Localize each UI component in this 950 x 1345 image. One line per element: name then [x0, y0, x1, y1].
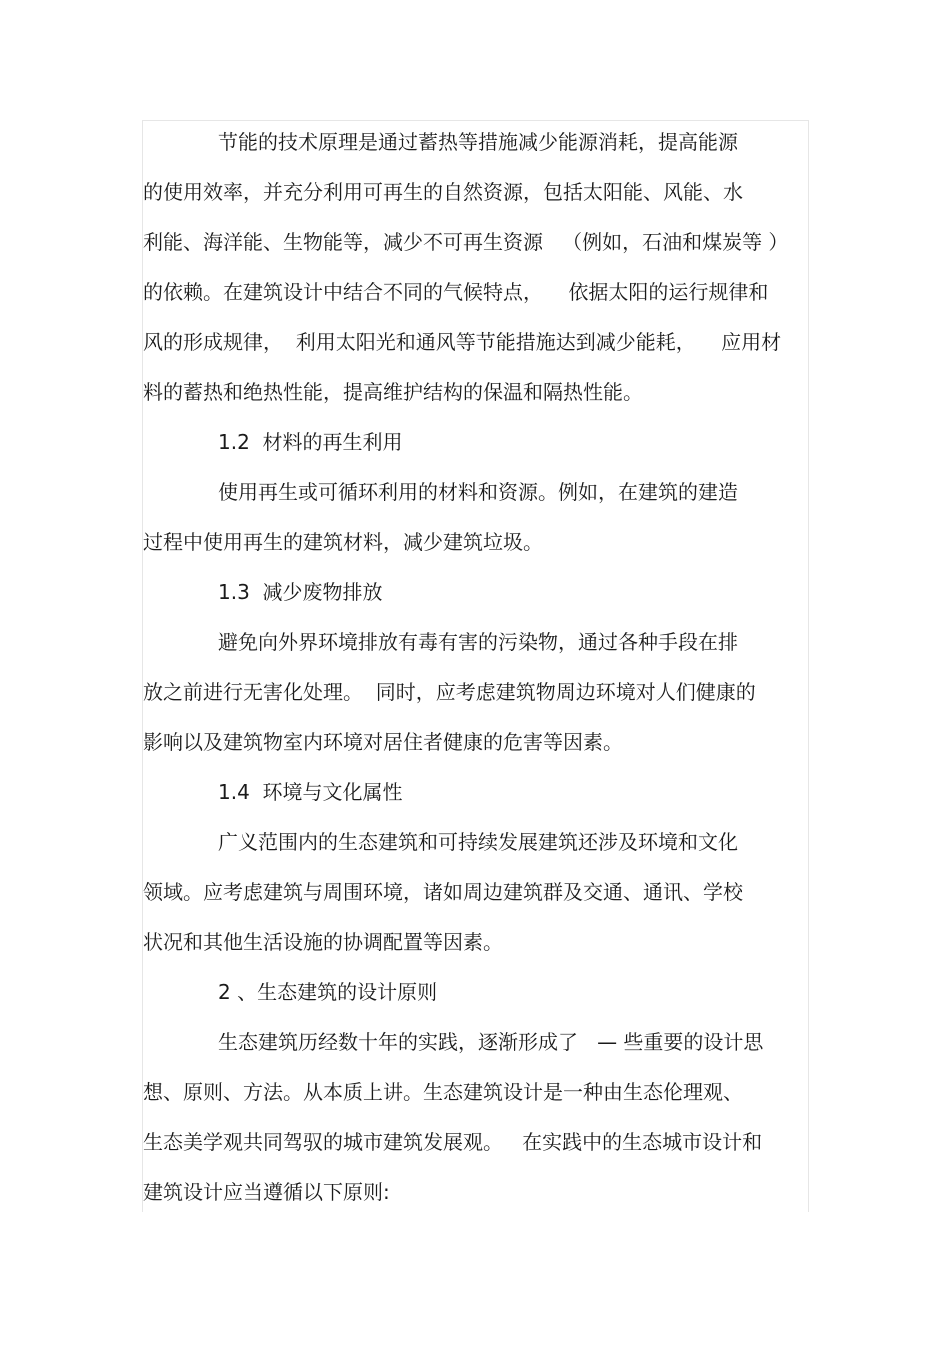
paragraph-design-principles-line-3: 生态美学观共同驾驭的城市建筑发展观。 在实践中的生态城市设计和: [143, 1130, 763, 1154]
section-heading-1-4: 1.4 环境与文化属性: [218, 780, 403, 804]
paragraph-environment-culture-line-3: 状况和其他生活设施的协调配置等因素。: [143, 930, 503, 954]
paragraph-environment-culture-line-2: 领域。应考虑建筑与周围环境，诸如周边建筑群及交通、通讯、学校: [143, 880, 743, 904]
section-heading-2: 2 、生态建筑的设计原则: [218, 980, 438, 1004]
paragraph-energy-saving-line-5: 风的形成规律， 利用太阳光和通风等节能措施达到减少能耗， 应用材: [143, 330, 782, 354]
paragraph-energy-saving-line-6: 料的蓄热和绝热性能，提高维护结构的保温和隔热性能。: [143, 380, 643, 404]
paragraph-design-principles-line-2: 想、原则、方法。从本质上讲。生态建筑设计是一种由生态伦理观、: [143, 1080, 743, 1104]
section-heading-1-2: 1.2 材料的再生利用: [218, 430, 403, 454]
paragraph-material-reuse-line-2: 过程中使用再生的建筑材料，减少建筑垃圾。: [143, 530, 543, 554]
paragraph-design-principles-line-1: 生态建筑历经数十年的实践，逐渐形成了 — 些重要的设计思: [218, 1030, 764, 1054]
paragraph-design-principles-line-4: 建筑设计应当遵循以下原则:: [143, 1180, 390, 1204]
document-body: [143, 117, 808, 1217]
paragraph-environment-culture-line-1: 广义范围内的生态建筑和可持续发展建筑还涉及环境和文化: [218, 830, 738, 854]
paragraph-energy-saving-line-4: 的依赖。在建筑设计中结合不同的气候特点， 依据太阳的运行规律和: [143, 280, 769, 304]
paragraph-waste-reduction-line-2: 放之前进行无害化处理。 同时，应考虑建筑物周边环境对人们健康的: [143, 680, 756, 704]
paragraph-energy-saving-line-3: 利能、海洋能、生物能等，减少不可再生资源 （例如，石油和煤炭等 ）: [143, 230, 789, 254]
paragraph-waste-reduction-line-1: 避免向外界环境排放有毒有害的污染物，通过各种手段在排: [218, 630, 738, 654]
page-frame-right-border: [808, 120, 809, 1212]
paragraph-material-reuse-line-1: 使用再生或可循环利用的材料和资源。例如，在建筑的建造: [218, 480, 738, 504]
paragraph-energy-saving-line-1: 节能的技术原理是通过蓄热等措施减少能源消耗，提高能源: [218, 130, 738, 154]
paragraph-waste-reduction-line-3: 影响以及建筑物室内环境对居住者健康的危害等因素。: [143, 730, 623, 754]
paragraph-energy-saving-line-2: 的使用效率，并充分利用可再生的自然资源，包括太阳能、风能、水: [143, 180, 743, 204]
section-heading-1-3: 1.3 减少废物排放: [218, 580, 383, 604]
